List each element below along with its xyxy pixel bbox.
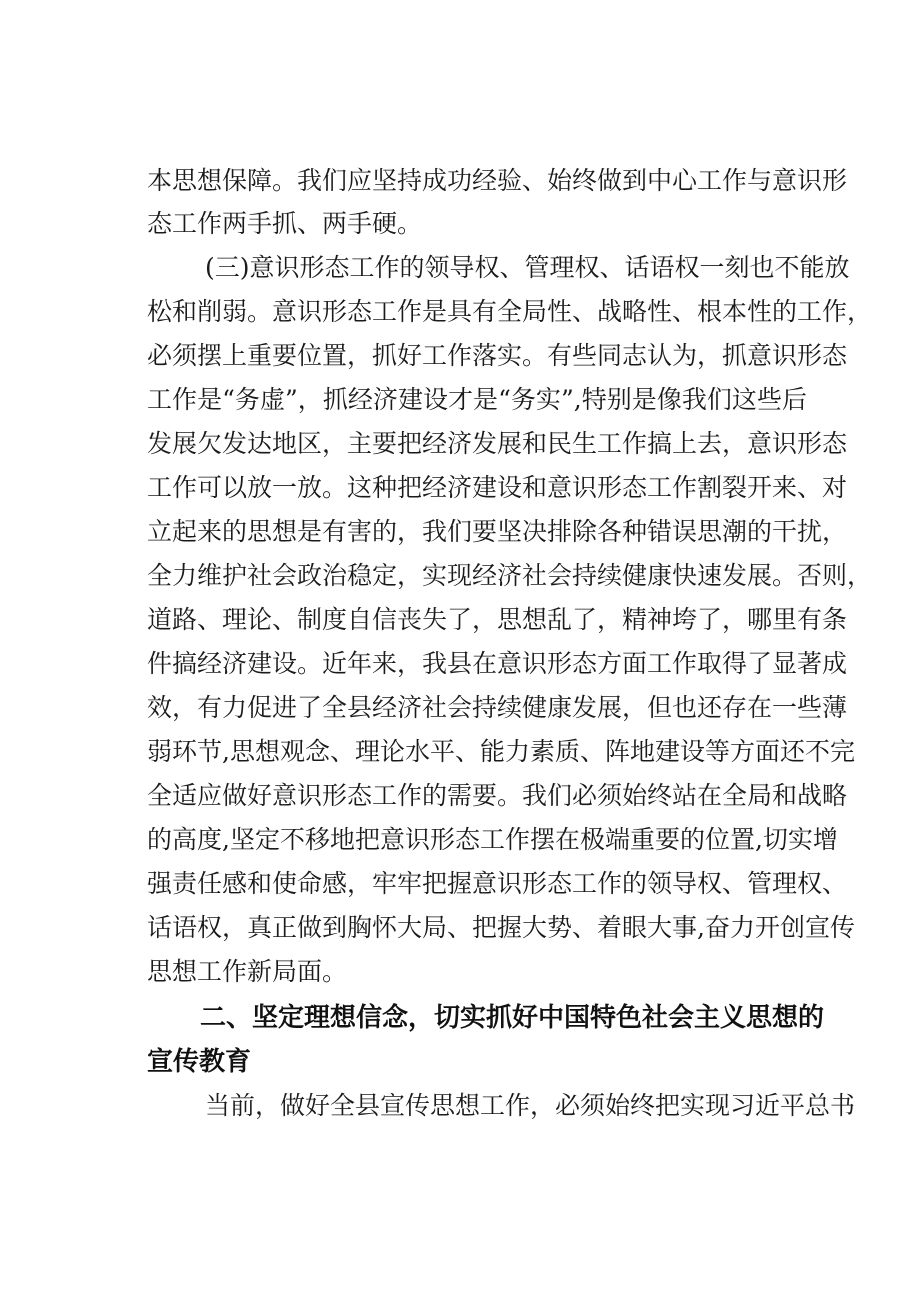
section-heading-line-1: 二、坚定理想信念，切实抓好中国特色社会主义思想的: [200, 1003, 825, 1033]
paragraph-2-line-11: 效，有力促进了全县经济社会持续健康发展，但也还存在一些薄: [147, 693, 848, 722]
paragraph-2-line-8: 全力维护社会政治稳定，实现经济社会持续健康快速发展。否则，: [147, 561, 873, 590]
paragraph-4-line-1: 当前，做好全县宣传思想工作，必须始终把实现习近平总书: [205, 1091, 856, 1120]
paragraph-2-line-3: 必须摆上重要位置，抓好工作落实。有些同志认为，抓意识形态: [147, 341, 848, 370]
paragraph-2-line-1: (三)意识形态工作的领导权、管理权、话语权一刻也不能放: [205, 253, 850, 282]
paragraph-2-line-12: 弱环节,思想观念、理论水平、能力素质、阵地建设等方面还不完: [147, 737, 855, 766]
paragraph-2-line-9: 道路、理论、制度自信丧失了，思想乱了，精神垮了，哪里有条: [147, 605, 848, 634]
paragraph-2-line-4: 工作是“务虚”，抓经济建设才是“务实”,特别是像我们这些后: [147, 385, 807, 414]
paragraph-2-line-6: 工作可以放一放。这种把经济建设和意识形态工作割裂开来、对: [147, 473, 848, 502]
paragraph-2-line-17: 思想工作新局面。: [147, 957, 348, 986]
paragraph-2-line-2: 松和削弱。意识形态工作是具有全局性、战略性、根本性的工作，: [147, 297, 873, 326]
paragraph-2-line-7: 立起来的思想是有害的，我们要坚决排除各种错误思潮的干扰，: [147, 517, 848, 546]
paragraph-2-line-16: 话语权，真正做到胸怀大局、把握大势、着眼大事,奋力开创宣传: [147, 913, 855, 942]
paragraph-2-line-10: 件搞经济建设。近年来，我县在意识形态方面工作取得了显著成: [147, 649, 848, 678]
paragraph-1-line-1: 本思想保障。我们应坚持成功经验、始终做到中心工作与意识形: [147, 166, 848, 195]
paragraph-2-line-15: 强责任感和使命感，牢牢把握意识形态工作的领导权、管理权、: [147, 869, 848, 898]
paragraph-1-line-2: 态工作两手抓、两手硬。: [147, 209, 423, 238]
paragraph-2-line-5: 发展欠发达地区，主要把经济发展和民生工作搞上去，意识形态: [147, 429, 848, 458]
section-heading-line-2: 宣传教育: [147, 1047, 252, 1077]
paragraph-2-line-13: 全适应做好意识形态工作的需要。我们必须始终站在全局和战略: [147, 781, 848, 810]
paragraph-2-line-14: 的高度,坚定不移地把意识形态工作摆在极端重要的位置,切实增: [147, 825, 838, 854]
